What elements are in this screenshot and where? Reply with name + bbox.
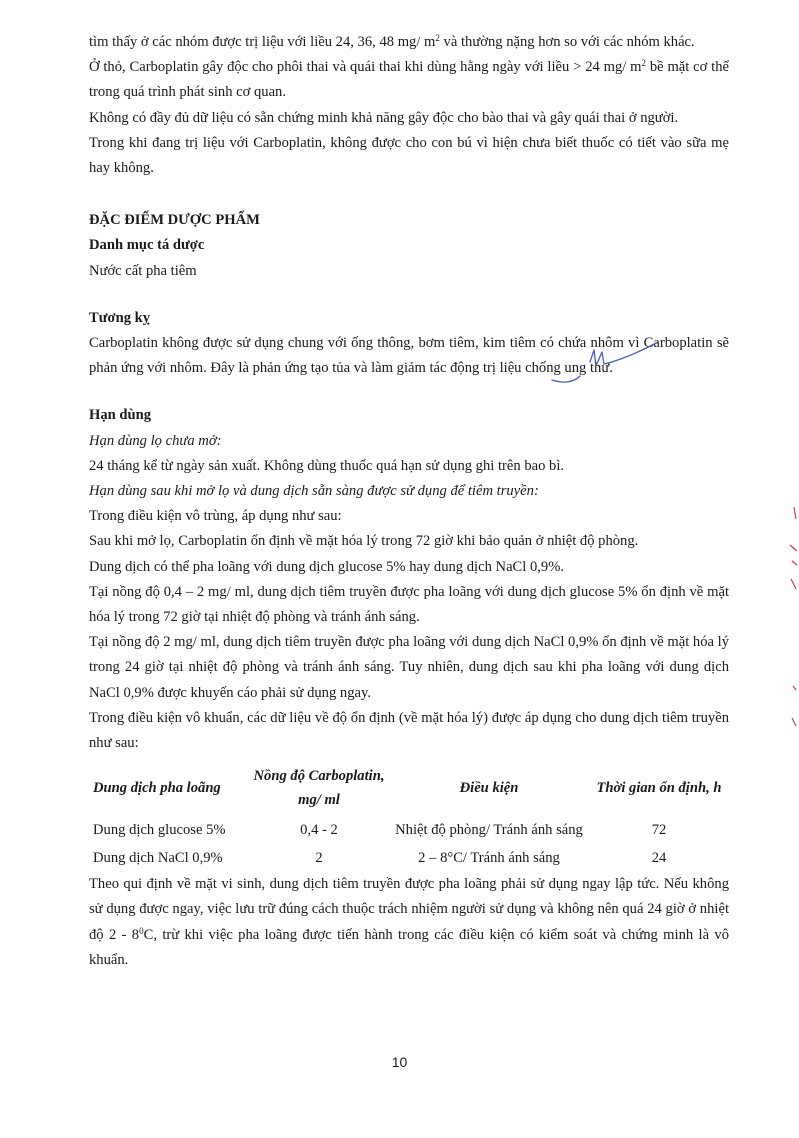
- opened-label: Hạn dùng sau khi mở lọ và dung dịch sẵn sàng được sử dụng để tiêm truyền:: [89, 483, 539, 500]
- table-row: [89, 844, 729, 872]
- table-header-cell: Điều kiện: [459, 780, 519, 797]
- paragraph-text: Ở thỏ, Carboplatin gây độc cho phôi thai và quái thai khi dùng hằng ngày với liều > 24 mg/ m: [89, 59, 642, 76]
- unopened-text: 24 tháng kể từ ngày sản xuất. Không dùng thuốc quá hạn sử dụng ghi trên bao bì.: [89, 457, 565, 474]
- table-cell: Dung dịch glucose 5%: [93, 822, 226, 839]
- stability-table: [89, 758, 729, 872]
- table-cell: 2: [315, 850, 323, 867]
- table-row: [89, 816, 729, 844]
- incompatibility-heading: Tương kỵ: [89, 309, 151, 326]
- superscript: 0: [139, 925, 144, 936]
- table-cell: 24: [651, 850, 667, 867]
- page-number: 10: [391, 1054, 408, 1070]
- table-cell: Nhiệt độ phòng/ Tránh ánh sáng: [395, 822, 583, 839]
- paragraph-animal-dose: [89, 30, 729, 55]
- paragraph-text: tìm thấy ở các nhóm được trị liệu với liều 24, 36, 48 mg/ m: [89, 34, 436, 50]
- excipients-text: Nước cất pha tiêm: [89, 262, 197, 279]
- table-cell: 72: [651, 822, 667, 839]
- paragraph-text: Theo qui định về mặt vi sinh, dung dịch tiêm truyền được pha loãng phải sử dụng ngay lập tức. Nếu không sử dụng được ngay, việc lưu trữ đúng cách thuộc trách nhiệm người sử dụng và không nên quá 24 giờ ở nhiệt độ 2 - 8: [89, 876, 729, 943]
- table-cell: Dung dịch NaCl 0,9%: [93, 850, 223, 867]
- incompatibility-text: Carboplatin không được sử dụng chung với ống thông, bơm tiêm, kim tiêm có chứa nhôm vì Carboplatin sẽ phản ứng với nhôm. Đây là phản ứng tạo tủa và làm giảm tác động trị liệu chống ung thư.: [89, 335, 729, 377]
- page-content: [89, 30, 729, 973]
- unopened-label: Hạn dùng lọ chưa mở:: [89, 432, 222, 449]
- paragraph-text: và thường nặng hơn so với các nhóm khác.: [439, 34, 695, 50]
- table-header-cell: Dung dịch pha loãng: [93, 780, 221, 797]
- handwritten-signature: [550, 340, 670, 395]
- table-header-cell: Nồng độ Carboplatin, mg/ ml: [253, 768, 385, 809]
- paragraph-human-data: Không có đầy đủ dữ liệu có sẵn chứng minh khả năng gây độc cho bào thai và gây quái thai ở người.: [89, 109, 679, 126]
- shelf-life-p1: Trong điều kiện vô trùng, áp dụng như sau:: [89, 508, 342, 525]
- shelf-life-p6: Trong điều kiện vô khuẩn, các dữ liệu về độ ổn định (về mặt hóa lý) được áp dụng cho dung dịch tiêm truyền như sau:: [89, 709, 729, 752]
- superscript: 2: [435, 33, 440, 43]
- shelf-life-p2: Sau khi mở lọ, Carboplatin ổn định về mặt hóa lý trong 72 giờ khi bảo quản ở nhiệt độ phòng.: [89, 533, 639, 550]
- shelf-life-p3: Dung dịch có thể pha loãng với dung dịch glucose 5% hay dung dịch NaCl 0,9%.: [89, 558, 565, 575]
- superscript: 2: [641, 58, 647, 69]
- paragraph-rabbit: [89, 55, 729, 105]
- table-cell: 0,4 - 2: [300, 822, 338, 839]
- shelf-life-p4: Tại nồng độ 0,4 – 2 mg/ ml, dung dịch tiêm truyền được pha loãng với dung dịch glucose 5% ổn định về mặt hóa lý trong 72 giờ tại nhiệt độ phòng và tránh ánh sáng.: [89, 583, 729, 626]
- section-title: ĐẶC ĐIỂM DƯỢC PHẨM: [89, 212, 260, 229]
- closing-paragraph: [89, 872, 729, 973]
- paragraph-text: C, trừ khi việc pha loãng được tiến hành trong các điều kiện có kiểm soát và chứng minh là vô khuẩn.: [89, 926, 729, 968]
- table-header-row: [89, 758, 729, 816]
- stamp-fragment: [790, 680, 798, 760]
- paragraph-breastfeeding: Trong khi đang trị liệu với Carboplatin, không được cho con bú vì hiện chưa biết thuốc có tiết vào sữa mẹ hay không.: [89, 134, 729, 177]
- table-cell: 2 – 8°C/ Tránh ánh sáng: [418, 850, 560, 867]
- table-header-cell: Thời gian ổn định, h: [596, 780, 722, 797]
- shelf-life-p5: Tại nồng độ 2 mg/ ml, dung dịch tiêm truyền được pha loãng với dung dịch NaCl 0,9% ổn định về mặt hóa lý trong 24 giờ tại nhiệt độ phòng và tránh ánh sáng. Tuy nhiên, dung dịch sau khi pha loãng với dung dịch NaCl 0,9% được khuyến cáo phải sử dụng ngay.: [89, 634, 729, 701]
- excipients-heading: Danh mục tá dược: [89, 237, 205, 254]
- paragraph-text: bề mặt cơ thể trong quá trình phát sinh cơ quan.: [89, 59, 730, 101]
- shelf-life-heading: Hạn dùng: [89, 407, 152, 424]
- stamp-fragment: [788, 505, 798, 605]
